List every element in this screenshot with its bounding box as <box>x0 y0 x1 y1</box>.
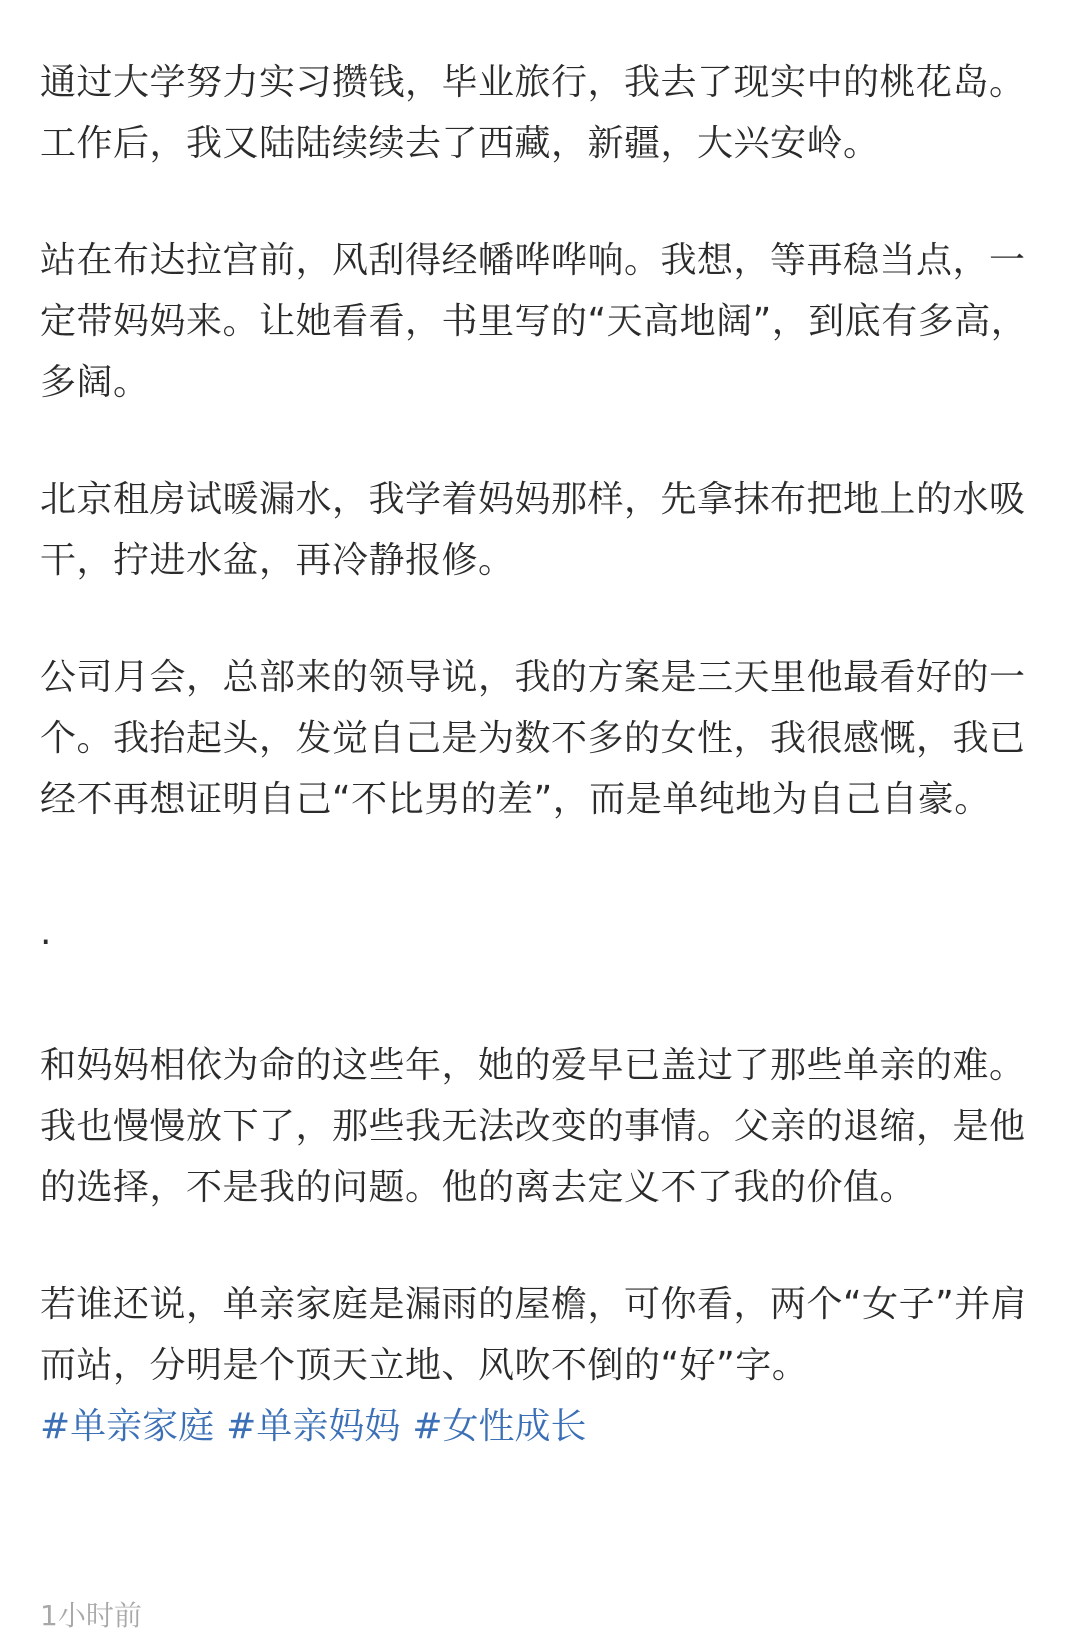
hashtag-link[interactable]: #女性成长 <box>412 1406 587 1447</box>
hashtag-list <box>40 1396 1040 1457</box>
paragraph-spacer <box>40 413 1040 469</box>
hashtag-link[interactable]: #单亲家庭 <box>40 1406 215 1447</box>
post-timestamp: 1小时前 <box>40 1599 142 1632</box>
section-divider-dot: . <box>40 912 52 953</box>
paragraph-spacer <box>40 591 1040 647</box>
post-paragraph-2: 站在布达拉宫前，风刮得经幡哗哗响。我想，等再稳当点，一定带妈妈来。让她看看，书里写的“天高地阔”，到底有多高，多阔。 <box>40 240 1028 403</box>
post-paragraph-3: 北京租房试暖漏水，我学着妈妈那样，先拿抹布把地上的水吸干，拧进水盆，再冷静报修。 <box>40 479 1026 581</box>
paragraph-spacer <box>40 174 1040 230</box>
paragraph-spacer <box>40 1218 1040 1274</box>
post-paragraph-5: 和妈妈相依为命的这些年，她的爱早已盖过了那些单亲的难。我也慢慢放下了，那些我无法改变的事情。父亲的退缩，是他的选择，不是我的问题。他的离去定义不了我的价值。 <box>40 1045 1026 1208</box>
post-paragraph-6: 若谁还说，单亲家庭是漏雨的屋檐，可你看，两个“女子”并肩而站，分明是个顶天立地、风吹不倒的“好”字。 <box>40 1284 1028 1386</box>
post-paragraph-4: 公司月会，总部来的领导说，我的方案是三天里他最看好的一个。我抬起头，发觉自己是为数不多的女性，我很感慨，我已经不再想证明自己“不比男的差”，而是单纯地为自己自豪。 <box>40 657 1026 820</box>
post-paragraph-1: 通过大学努力实习攒钱，毕业旅行，我去了现实中的桃花岛。工作后，我又陆陆续续去了西藏，新疆，大兴安岭。 <box>40 62 1026 164</box>
paragraph-spacer <box>40 830 1040 902</box>
post-body <box>40 52 1040 1457</box>
hashtag-link[interactable]: #单亲妈妈 <box>226 1406 401 1447</box>
paragraph-spacer <box>40 963 1040 1035</box>
